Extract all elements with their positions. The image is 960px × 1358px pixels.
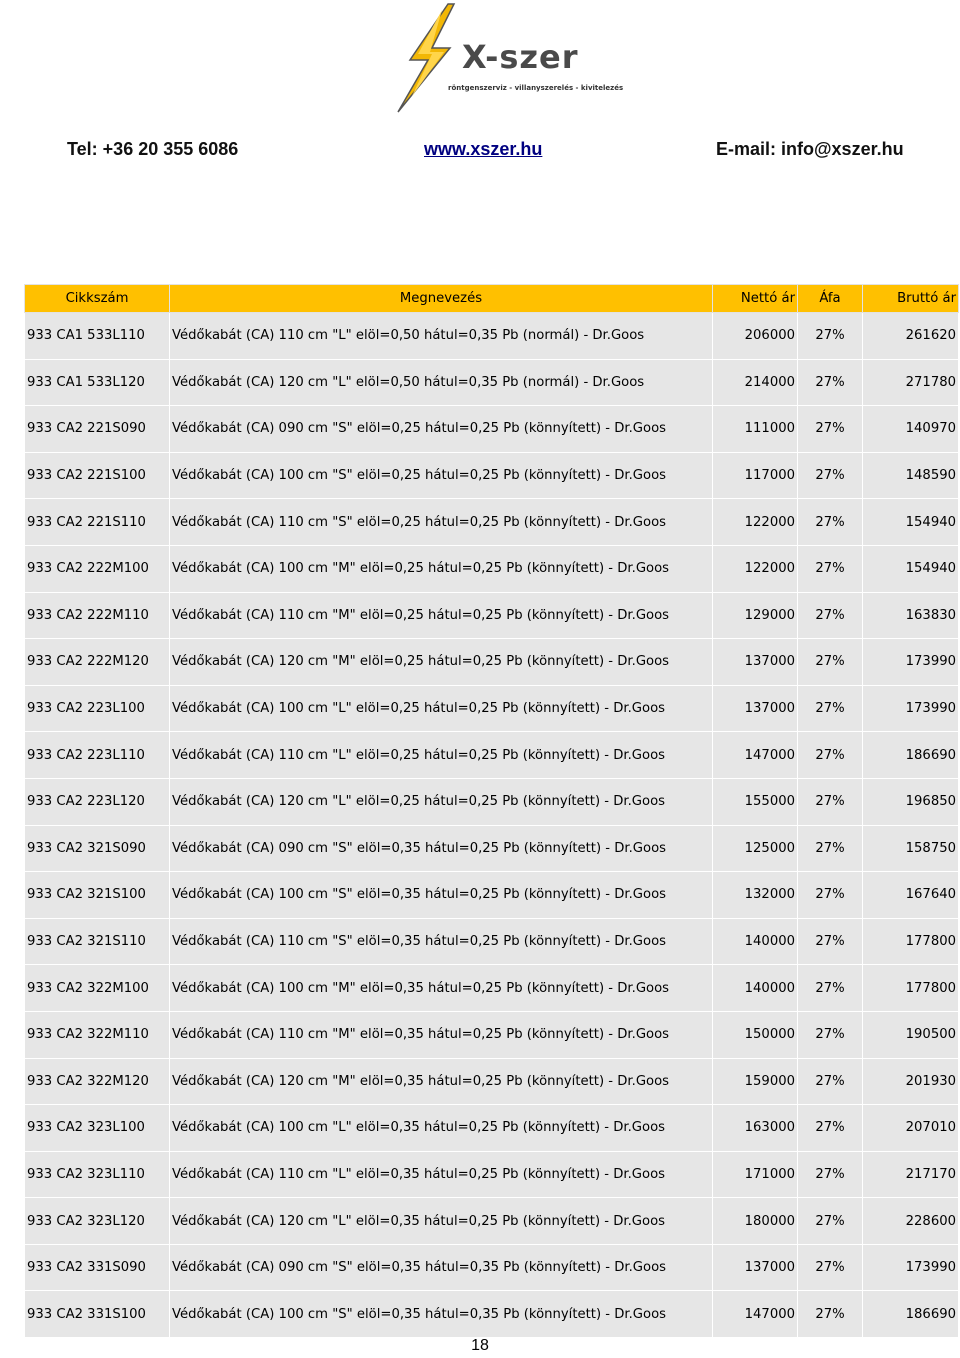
item-name: Védőkabát (CA) 100 cm "L" elöl=0,25 hátul=0,25 Pb (könnyített) - Dr.Goos [170, 685, 713, 732]
net-price: 155000 [713, 778, 798, 825]
gross-price: 190500 [863, 1011, 959, 1058]
net-price: 122000 [713, 545, 798, 592]
table-row [25, 918, 959, 965]
item-name: Védőkabát (CA) 100 cm "S" elöl=0,35 hátul=0,35 Pb (könnyített) - Dr.Goos [170, 1291, 713, 1338]
table-row [25, 592, 959, 639]
item-name: Védőkabát (CA) 110 cm "L" elöl=0,35 hátul=0,25 Pb (könnyített) - Dr.Goos [170, 1151, 713, 1198]
net-price: 140000 [713, 965, 798, 1012]
net-price: 132000 [713, 872, 798, 919]
net-price: 137000 [713, 1244, 798, 1291]
vat-rate: 27% [798, 639, 863, 686]
item-code: 933 CA2 331S100 [25, 1291, 170, 1338]
table-row [25, 545, 959, 592]
gross-price: 177800 [863, 918, 959, 965]
gross-price: 186690 [863, 732, 959, 779]
net-price: 214000 [713, 359, 798, 406]
column-header-gross-price: Bruttó ár [863, 285, 959, 313]
price-table [24, 284, 959, 1338]
net-price: 117000 [713, 452, 798, 499]
gross-price: 173990 [863, 1244, 959, 1291]
item-name: Védőkabát (CA) 100 cm "L" elöl=0,35 hátul=0,25 Pb (könnyített) - Dr.Goos [170, 1105, 713, 1152]
net-price: 137000 [713, 639, 798, 686]
net-price: 125000 [713, 825, 798, 872]
net-price: 129000 [713, 592, 798, 639]
item-code: 933 CA2 222M110 [25, 592, 170, 639]
vat-rate: 27% [798, 313, 863, 360]
email-address: E-mail: info@xszer.hu [716, 139, 904, 159]
phone-number: Tel: +36 20 355 6086 [67, 139, 239, 159]
item-code: 933 CA2 223L110 [25, 732, 170, 779]
item-name: Védőkabát (CA) 110 cm "S" elöl=0,35 hátul=0,25 Pb (könnyített) - Dr.Goos [170, 918, 713, 965]
table-row [25, 872, 959, 919]
net-price: 147000 [713, 732, 798, 779]
item-code: 933 CA2 321S090 [25, 825, 170, 872]
item-code: 933 CA2 222M120 [25, 639, 170, 686]
item-name: Védőkabát (CA) 110 cm "M" elöl=0,35 hátul=0,25 Pb (könnyített) - Dr.Goos [170, 1011, 713, 1058]
column-header-net-price: Nettó ár [713, 285, 798, 313]
vat-rate: 27% [798, 499, 863, 546]
table-row [25, 313, 959, 360]
item-name: Védőkabát (CA) 100 cm "M" elöl=0,25 hátul=0,25 Pb (könnyített) - Dr.Goos [170, 545, 713, 592]
table-row [25, 965, 959, 1012]
item-name: Védőkabát (CA) 090 cm "S" elöl=0,25 hátul=0,25 Pb (könnyített) - Dr.Goos [170, 406, 713, 453]
vat-rate: 27% [798, 918, 863, 965]
vat-rate: 27% [798, 1244, 863, 1291]
gross-price: 173990 [863, 685, 959, 732]
vat-rate: 27% [798, 1151, 863, 1198]
item-code: 933 CA2 322M120 [25, 1058, 170, 1105]
gross-price: 207010 [863, 1105, 959, 1152]
item-name: Védőkabát (CA) 090 cm "S" elöl=0,35 hátul=0,35 Pb (könnyített) - Dr.Goos [170, 1244, 713, 1291]
gross-price: 154940 [863, 545, 959, 592]
gross-price: 177800 [863, 965, 959, 1012]
table-row [25, 1291, 959, 1338]
vat-rate: 27% [798, 872, 863, 919]
item-name: Védőkabát (CA) 120 cm "L" elöl=0,50 hátul=0,35 Pb (normál) - Dr.Goos [170, 359, 713, 406]
item-code: 933 CA2 321S110 [25, 918, 170, 965]
net-price: 180000 [713, 1198, 798, 1245]
vat-rate: 27% [798, 825, 863, 872]
net-price: 122000 [713, 499, 798, 546]
gross-price: 228600 [863, 1198, 959, 1245]
table-row [25, 825, 959, 872]
item-name: Védőkabát (CA) 120 cm "L" elöl=0,35 hátul=0,25 Pb (könnyített) - Dr.Goos [170, 1198, 713, 1245]
item-name: Védőkabát (CA) 100 cm "S" elöl=0,25 hátul=0,25 Pb (könnyített) - Dr.Goos [170, 452, 713, 499]
table-row [25, 499, 959, 546]
item-name: Védőkabát (CA) 110 cm "L" elöl=0,50 hátul=0,35 Pb (normál) - Dr.Goos [170, 313, 713, 360]
vat-rate: 27% [798, 1198, 863, 1245]
gross-price: 158750 [863, 825, 959, 872]
contact-bar [0, 139, 960, 165]
item-code: 933 CA2 331S090 [25, 1244, 170, 1291]
vat-rate: 27% [798, 965, 863, 1012]
item-code: 933 CA2 321S100 [25, 872, 170, 919]
gross-price: 196850 [863, 778, 959, 825]
vat-rate: 27% [798, 1105, 863, 1152]
gross-price: 261620 [863, 313, 959, 360]
table-row [25, 406, 959, 453]
vat-rate: 27% [798, 1011, 863, 1058]
table-row [25, 359, 959, 406]
website-link[interactable]: www.xszer.hu [424, 139, 543, 159]
column-header-name: Megnevezés [170, 285, 713, 313]
item-code: 933 CA2 322M110 [25, 1011, 170, 1058]
gross-price: 163830 [863, 592, 959, 639]
vat-rate: 27% [798, 732, 863, 779]
item-name: Védőkabát (CA) 110 cm "L" elöl=0,25 hátul=0,25 Pb (könnyített) - Dr.Goos [170, 732, 713, 779]
net-price: 163000 [713, 1105, 798, 1152]
item-name: Védőkabát (CA) 120 cm "M" elöl=0,35 hátul=0,25 Pb (könnyített) - Dr.Goos [170, 1058, 713, 1105]
column-header-vat: Áfa [798, 285, 863, 313]
vat-rate: 27% [798, 359, 863, 406]
company-logo [392, 2, 624, 114]
item-code: 933 CA2 223L120 [25, 778, 170, 825]
item-code: 933 CA2 323L100 [25, 1105, 170, 1152]
table-row [25, 1198, 959, 1245]
item-code: 933 CA1 533L120 [25, 359, 170, 406]
item-name: Védőkabát (CA) 120 cm "L" elöl=0,25 hátul=0,25 Pb (könnyített) - Dr.Goos [170, 778, 713, 825]
item-code: 933 CA2 222M100 [25, 545, 170, 592]
item-code: 933 CA2 223L100 [25, 685, 170, 732]
net-price: 147000 [713, 1291, 798, 1338]
vat-rate: 27% [798, 406, 863, 453]
item-name: Védőkabát (CA) 110 cm "S" elöl=0,25 hátul=0,25 Pb (könnyített) - Dr.Goos [170, 499, 713, 546]
net-price: 206000 [713, 313, 798, 360]
net-price: 140000 [713, 918, 798, 965]
net-price: 111000 [713, 406, 798, 453]
gross-price: 173990 [863, 639, 959, 686]
item-code: 933 CA2 323L110 [25, 1151, 170, 1198]
item-name: Védőkabát (CA) 100 cm "M" elöl=0,35 hátul=0,25 Pb (könnyített) - Dr.Goos [170, 965, 713, 1012]
table-row [25, 778, 959, 825]
column-header-code: Cikkszám [25, 285, 170, 313]
table-row [25, 1058, 959, 1105]
gross-price: 217170 [863, 1151, 959, 1198]
item-code: 933 CA1 533L110 [25, 313, 170, 360]
table-row [25, 639, 959, 686]
table-row [25, 452, 959, 499]
item-code: 933 CA2 323L120 [25, 1198, 170, 1245]
table-row [25, 685, 959, 732]
table-body [25, 313, 959, 1338]
table-row [25, 1244, 959, 1291]
gross-price: 154940 [863, 499, 959, 546]
net-price: 150000 [713, 1011, 798, 1058]
item-code: 933 CA2 322M100 [25, 965, 170, 1012]
vat-rate: 27% [798, 545, 863, 592]
item-code: 933 CA2 221S110 [25, 499, 170, 546]
net-price: 171000 [713, 1151, 798, 1198]
logo-wordmark: X-szer [462, 38, 579, 76]
item-name: Védőkabát (CA) 110 cm "M" elöl=0,25 hátul=0,25 Pb (könnyített) - Dr.Goos [170, 592, 713, 639]
gross-price: 148590 [863, 452, 959, 499]
net-price: 159000 [713, 1058, 798, 1105]
vat-rate: 27% [798, 685, 863, 732]
item-code: 933 CA2 221S100 [25, 452, 170, 499]
item-name: Védőkabát (CA) 120 cm "M" elöl=0,25 hátul=0,25 Pb (könnyített) - Dr.Goos [170, 639, 713, 686]
item-name: Védőkabát (CA) 100 cm "S" elöl=0,35 hátul=0,25 Pb (könnyített) - Dr.Goos [170, 872, 713, 919]
logo-tagline: röntgenszerviz - villanyszerelés - kivitelezés [448, 84, 624, 92]
gross-price: 140970 [863, 406, 959, 453]
table-row [25, 1151, 959, 1198]
net-price: 137000 [713, 685, 798, 732]
vat-rate: 27% [798, 1291, 863, 1338]
item-code: 933 CA2 221S090 [25, 406, 170, 453]
table-header-row [25, 285, 959, 313]
table-row [25, 1011, 959, 1058]
vat-rate: 27% [798, 1058, 863, 1105]
page-number: 18 [471, 1337, 489, 1354]
gross-price: 167640 [863, 872, 959, 919]
table-row [25, 1105, 959, 1152]
gross-price: 186690 [863, 1291, 959, 1338]
vat-rate: 27% [798, 778, 863, 825]
vat-rate: 27% [798, 592, 863, 639]
gross-price: 201930 [863, 1058, 959, 1105]
item-name: Védőkabát (CA) 090 cm "S" elöl=0,35 hátul=0,25 Pb (könnyített) - Dr.Goos [170, 825, 713, 872]
gross-price: 271780 [863, 359, 959, 406]
table-row [25, 732, 959, 779]
vat-rate: 27% [798, 452, 863, 499]
